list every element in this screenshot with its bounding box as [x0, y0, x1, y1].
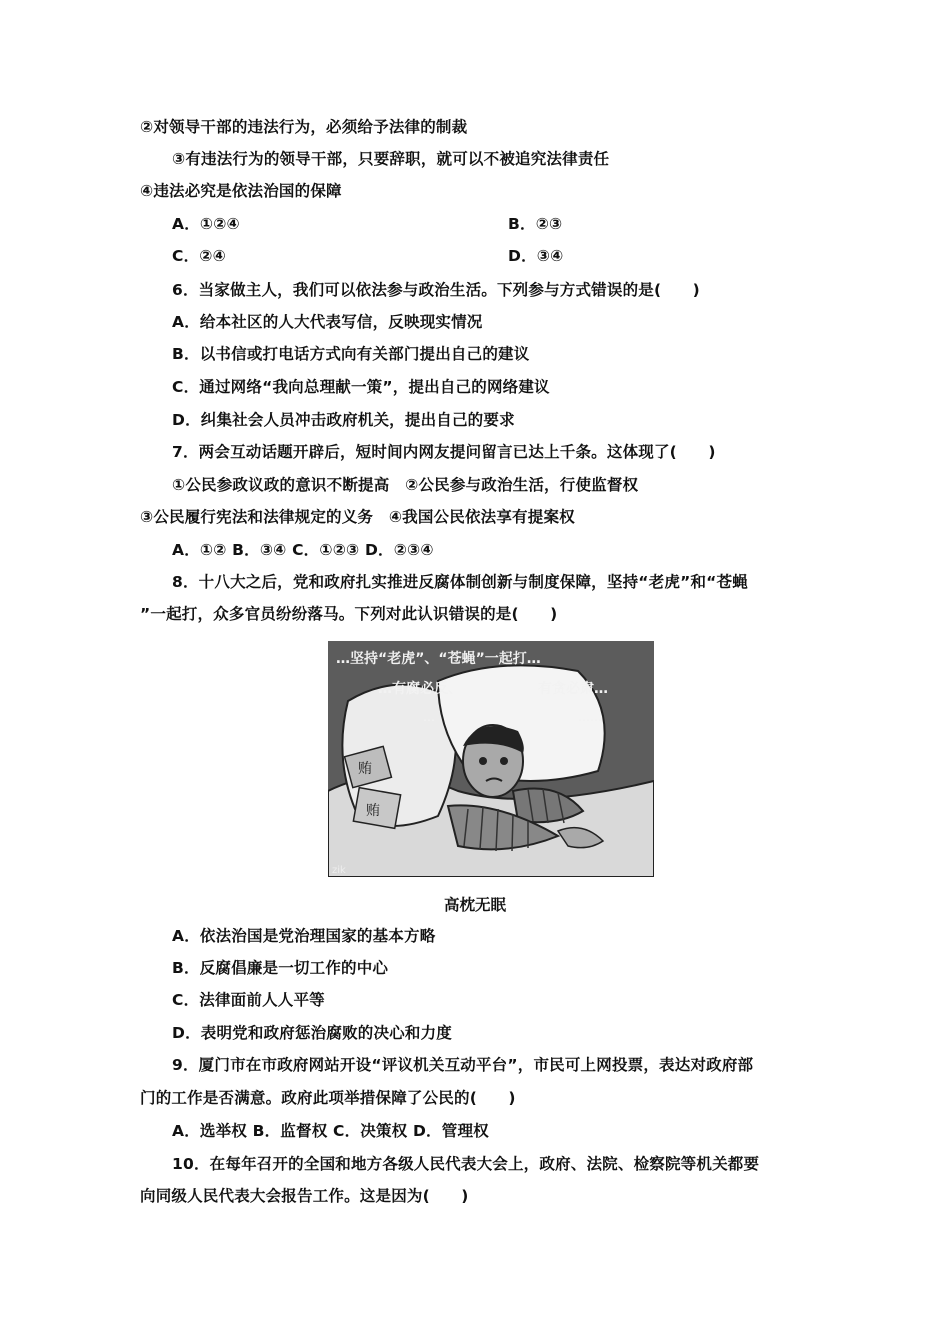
cartoon-dots-2: …… — [578, 710, 602, 724]
q8-option-d: D．表明党和政府惩治腐败的决心和力度 — [172, 1024, 452, 1042]
q5-statement-4: ④违法必究是依法治国的保障 — [140, 182, 342, 200]
q6-option-a: A．给本社区的人大代表写信，反映现实情况 — [172, 313, 483, 331]
q8-stem-line1: 8．十八大之后，党和政府扎实推进反腐体制创新与制度保障，坚持“老虎”和“苍蝇 — [172, 573, 748, 591]
q5-option-d: D．③④ — [508, 247, 564, 265]
q6-option-b: B．以书信或打电话方式向有关部门提出自己的建议 — [172, 345, 530, 363]
q5-statement-3: ③有违法行为的领导干部，只要辞职，就可以不被追究法律责任 — [172, 150, 610, 168]
q6-stem: 6．当家做主人，我们可以依法参与政治生活。下列参与方式错误的是( ) — [172, 281, 700, 299]
figure-caption: 高枕无眠 — [443, 896, 506, 914]
q9-stem-line2: 门的工作是否满意。政府此项举措保障了公民的( ) — [140, 1089, 516, 1107]
cartoon-text-2: …有腐必反、 — [378, 681, 462, 697]
cartoon-text-1: …坚持“老虎”、“苍蝇”一起打… — [336, 651, 541, 667]
q8-option-c: C．法律面前人人平等 — [172, 991, 325, 1009]
q9-stem-line1: 9．厦门市在市政府网站开设“评议机关互动平台”，市民可上网投票，表达对政府部 — [172, 1056, 754, 1074]
q5-option-a: A．①②④ — [172, 215, 240, 233]
cartoon-signature: zik — [332, 865, 346, 876]
svg-text:贿: 贿 — [358, 761, 372, 777]
cartoon-text-3: 有贪必肃… — [538, 681, 608, 697]
q8-option-a: A．依法治国是党治理国家的基本方略 — [172, 927, 436, 945]
q10-stem-line2: 向同级人民代表大会报告工作。这是因为( ) — [140, 1187, 469, 1205]
q5-option-c: C．②④ — [172, 247, 226, 265]
q7-statements-1-2: ①公民参政议政的意识不断提高 ②公民参与政治生活，行使监督权 — [172, 476, 639, 494]
bribe-box-2 — [353, 788, 400, 829]
q7-statements-3-4: ③公民履行宪法和法律规定的义务 ④我国公民依法享有提案权 — [140, 508, 575, 526]
svg-text:贿: 贿 — [366, 803, 380, 819]
q5-option-b: B．②③ — [508, 215, 563, 233]
q5-statement-2: ②对领导干部的违法行为，必须给予法律的制裁 — [140, 118, 468, 136]
q6-option-c: C．通过网络“我向总理献一策”，提出自己的网络建议 — [172, 378, 550, 396]
q7-options: A．①② B．③④ C．①②③ D．②③④ — [172, 541, 434, 559]
cartoon-image — [328, 641, 654, 877]
q6-option-d: D．纠集社会人员冲击政府机关，提出自己的要求 — [172, 411, 515, 429]
q9-options: A．选举权 B．监督权 C．决策权 D．管理权 — [172, 1122, 489, 1140]
cartoon-dots-1: … — [423, 710, 435, 724]
q8-option-b: B．反腐倡廉是一切工作的中心 — [172, 959, 389, 977]
q7-stem: 7．两会互动话题开辟后，短时间内网友提问留言已达上千条。这体现了( ) — [172, 443, 716, 461]
q10-stem-line1: 10．在每年召开的全国和地方各级人民代表大会上，政府、法院、检察院等机关都要 — [172, 1155, 760, 1173]
q8-stem-line2: ”一起打，众多官员纷纷落马。下列对此认识错误的是( ) — [140, 605, 558, 623]
